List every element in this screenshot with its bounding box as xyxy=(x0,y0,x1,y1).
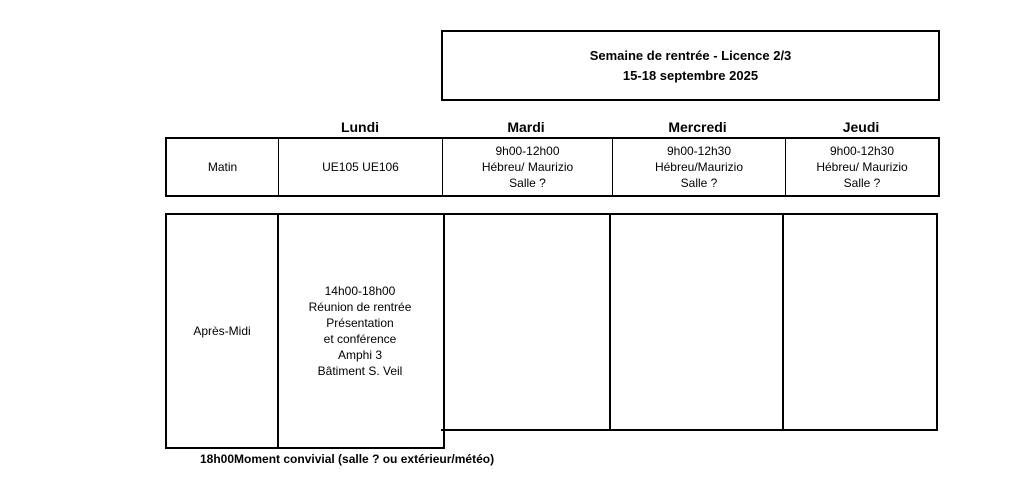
morning-mercredi-time: 9h00-12h30 xyxy=(666,144,732,158)
afternoon-lundi-room: Amphi 3 xyxy=(337,348,383,362)
morning-cell-jeudi xyxy=(786,139,938,195)
header-mercredi: Mercredi xyxy=(668,119,727,135)
morning-mardi-time: 9h00-12h00 xyxy=(495,144,560,158)
afternoon-lundi-event: Réunion de rentrée xyxy=(308,300,412,314)
afternoon-lundi-line-3: Présentation xyxy=(326,316,394,330)
afternoon-lundi-line-4: et conférence xyxy=(323,332,397,346)
title-line-2: 15-18 septembre 2025 xyxy=(622,67,759,83)
afternoon-lundi-time: 14h00-18h00 xyxy=(324,284,396,298)
morning-cell-lundi xyxy=(279,139,443,195)
title-box xyxy=(441,30,940,101)
footer-note: 18h00Moment convivial (salle ? ou extérieur/météo) xyxy=(200,452,495,466)
header-jeudi: Jeudi xyxy=(842,119,880,135)
morning-label-text: Matin xyxy=(207,160,238,174)
morning-mercredi-room: Salle ? xyxy=(680,176,718,190)
morning-mardi-room: Salle ? xyxy=(509,176,546,190)
morning-jeudi-time: 9h00-12h30 xyxy=(829,144,895,158)
afternoon-label xyxy=(167,215,279,447)
morning-row xyxy=(165,137,940,197)
afternoon-cell-mercredi xyxy=(611,215,784,429)
afternoon-cell-jeudi xyxy=(784,215,936,429)
morning-label xyxy=(167,139,279,195)
afternoon-right-block xyxy=(441,213,938,431)
morning-jeudi-room: Salle ? xyxy=(843,176,881,190)
morning-jeudi-course: Hébreu/ Maurizio xyxy=(816,160,908,174)
header-mardi: Mardi xyxy=(507,119,545,135)
afternoon-label-text: Après-Midi xyxy=(193,324,251,338)
morning-mardi-course: Hébreu/ Maurizio xyxy=(481,160,574,174)
title-line-1: Semaine de rentrée - Licence 2/3 xyxy=(589,47,792,63)
morning-lundi-line-1: UE105 UE106 xyxy=(322,160,399,174)
header-lundi: Lundi xyxy=(340,119,380,135)
afternoon-cell-lundi xyxy=(279,215,441,447)
afternoon-left-block xyxy=(165,213,445,449)
afternoon-cell-mardi xyxy=(441,215,611,429)
afternoon-lundi-building: Bâtiment S. Veil xyxy=(317,364,403,378)
morning-cell-mardi xyxy=(443,139,613,195)
morning-cell-mercredi xyxy=(613,139,786,195)
morning-mercredi-course: Hébreu/Maurizio xyxy=(654,160,744,174)
